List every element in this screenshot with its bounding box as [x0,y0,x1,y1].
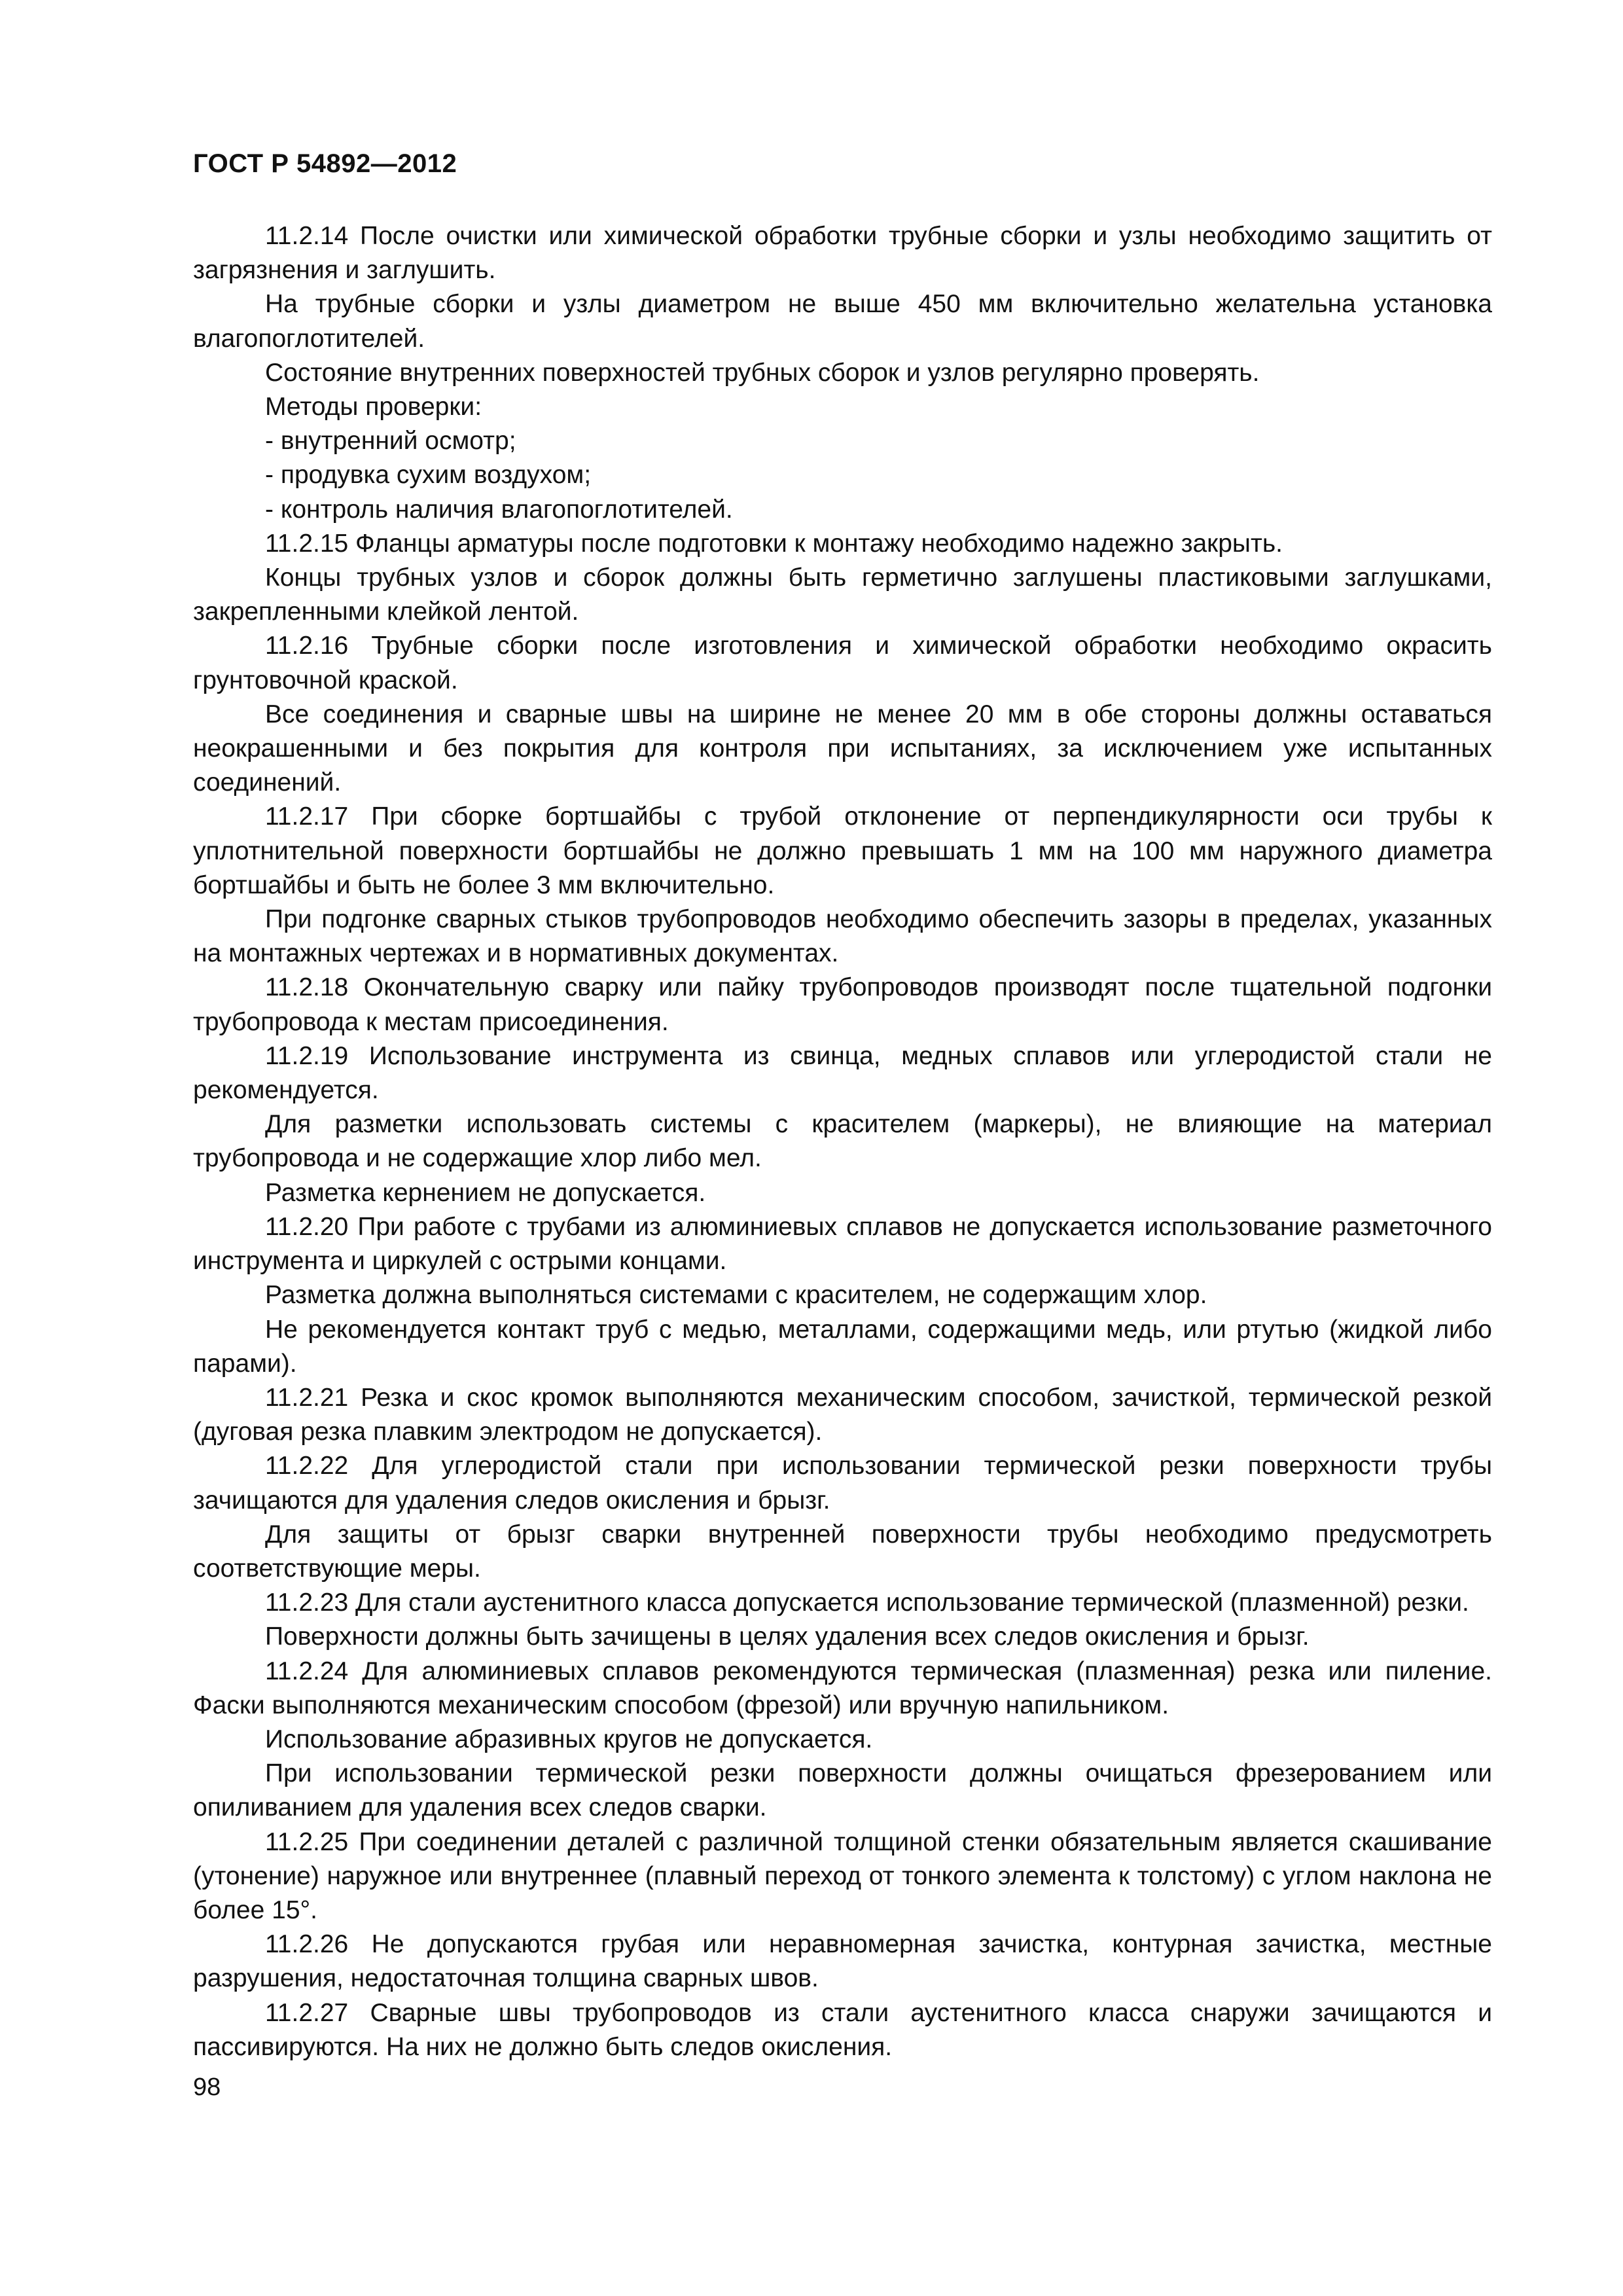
paragraph: 11.2.14 После очистки или химической обработки трубные сборки и узлы необходимо защитить от загрязнения и заглушить. [193,222,1492,285]
paragraph: Использование абразивных кругов не допускается. [265,1725,873,1753]
list-item: - продувка сухим воздухом; [265,461,592,490]
list-item: - контроль наличия влагопоглотителей. [265,495,733,524]
paragraph: 11.2.27 Сварные швы трубопроводов из стали аустенитного класса снаружи зачищаются и пассивируются. На них не должно быть следов окисления. [193,1998,1492,2061]
paragraph: 11.2.16 Трубные сборки после изготовления и химической обработки необходимо окрасить грунтовочной краской. [193,632,1492,694]
paragraph: 11.2.15 Фланцы арматуры после подготовки к монтажу необходимо надежно закрыть. [265,529,1283,558]
paragraph: 11.2.21 Резка и скос кромок выполняются механическим способом, зачисткой, термической резкой (дуговая резка плавким электродом не допускается). [193,1383,1492,1446]
paragraph: При подгонке сварных стыков трубопроводов необходимо обеспечить зазоры в пределах, указанных на монтажных чертежах и в нормативных документах. [193,905,1492,968]
paragraph: 11.2.24 Для алюминиевых сплавов рекомендуются термическая (плазменная) резка или пиление. Фаски выполняются механическим способом (фрезой) или вручную напильником. [193,1657,1492,1719]
paragraph: Для защиты от брызг сварки внутренней поверхности трубы необходимо предусмотреть соответствующие меры. [193,1520,1492,1583]
paragraph: 11.2.26 Не допускаются грубая или неравномерная зачистка, контурная зачистка, местные разрушения, недостаточная толщина сварных швов. [193,1930,1492,1993]
paragraph: Разметка должна выполняться системами с красителем, не содержащим хлор. [265,1281,1207,1310]
body-text [193,219,1492,2064]
paragraph: 11.2.25 При соединении деталей с различной толщиной стенки обязательным является скашивание (утонение) наружное или внутреннее (плавный переход от тонкого элемента к толстому) с углом наклона не более 15°. [193,1827,1492,1924]
paragraph: Разметка кернением не допускается. [265,1178,706,1207]
paragraph: Все соединения и сварные швы на ширине не менее 20 мм в обе стороны должны оставаться неокрашенными и без покрытия для контроля при испытаниях, за исключением уже испытанных соединений. [193,700,1492,797]
paragraph: Не рекомендуется контакт труб с медью, металлами, содержащими медь, или ртутью (жидкой либо парами). [193,1315,1492,1378]
paragraph: Поверхности должны быть зачищены в целях удаления всех следов окисления и брызг. [265,1623,1310,1651]
paragraph: Методы проверки: [265,393,482,422]
paragraph: 11.2.17 При сборке бортшайбы с трубой отклонение от перпендикулярности оси трубы к уплотнительной поверхности бортшайбы не должно превышать 1 мм на 100 мм наружного диаметра бортшайбы и быть не более 3 мм включительно. [193,802,1492,899]
paragraph: 11.2.22 Для углеродистой стали при использовании термической резки поверхности трубы зачищаются для удаления следов окисления и брызг. [193,1452,1492,1515]
paragraph: Концы трубных узлов и сборок должны быть герметично заглушены пластиковыми заглушками, закрепленными клейкой лентой. [193,564,1492,626]
paragraph: Состояние внутренних поверхностей трубных сборок и узлов регулярно проверять. [265,358,1260,387]
paragraph: 11.2.18 Окончательную сварку или пайку трубопроводов производят после тщательной подгонки трубопровода к местам присоединения. [193,973,1492,1036]
page-number: 98 [193,2073,221,2101]
paragraph: На трубные сборки и узлы диаметром не выше 450 мм включительно желательна установка влагопоглотителей. [193,290,1492,353]
paragraph: При использовании термической резки поверхности должны очищаться фрезерованием или опиливанием для удаления всех следов сварки. [193,1759,1492,1822]
paragraph: Для разметки использовать системы с красителем (маркеры), не влияющие на материал трубопровода и не содержащие хлор либо мел. [193,1110,1492,1173]
paragraph: 11.2.20 При работе с трубами из алюминиевых сплавов не допускается использование разметочного инструмента и циркулей с острыми концами. [193,1212,1492,1276]
page-header-title: ГОСТ Р 54892—2012 [193,149,457,178]
paragraph: 11.2.23 Для стали аустенитного класса допускается использование термической (плазменной) резки. [265,1588,1469,1617]
list-item: - внутренний осмотр; [265,427,516,456]
paragraph: 11.2.19 Использование инструмента из свинца, медных сплавов или углеродистой стали не рекомендуется. [193,1041,1492,1105]
